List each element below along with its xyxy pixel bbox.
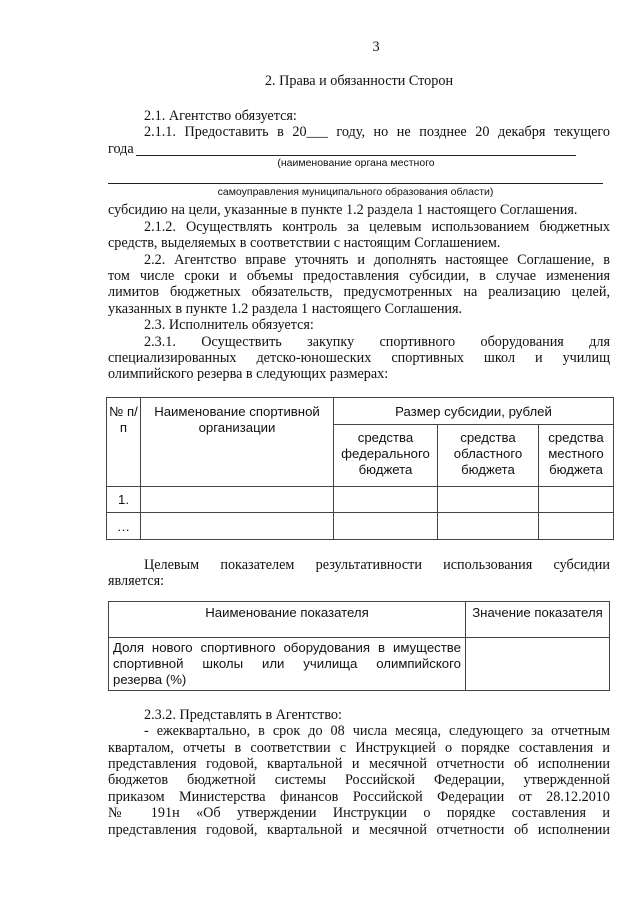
paragraph-quarterly-line3: представления годовой, квартальной и месячной отчетности об исполнении (108, 756, 610, 772)
paragraph-quarterly-line5: приказом Министерства финансов Российской Федерации от 28.12.2010 (108, 789, 610, 805)
indicator-name-line3: резерва (%) (113, 672, 187, 687)
header-regional: средства областного бюджета (438, 425, 539, 487)
paragraph-quarterly-line4: бюджетов бюджетной системы Российской Федерации, утвержденной (108, 772, 610, 788)
page-number: 3 (372, 39, 380, 55)
blank-line-selfgov (108, 183, 603, 184)
row-local-cell (539, 513, 614, 540)
paragraph-2-2-line4: указанных в пункте 1.2 раздела 1 настоящего Соглашения. (108, 301, 463, 317)
indicator-name-cell (109, 638, 466, 691)
caption-selfgov: самоуправления муниципального образования области) (217, 186, 494, 198)
paragraph-2-3-2: 2.3.2. Представлять в Агентство: (144, 707, 342, 723)
indicator-table (108, 601, 610, 691)
row-org-cell (141, 487, 334, 513)
row-regional-cell (438, 487, 539, 513)
header-federal: средства федерального бюджета (334, 425, 438, 487)
row-local-cell (539, 487, 614, 513)
header-size: Размер субсидии, рублей (334, 398, 614, 425)
subsidy-table (106, 397, 614, 540)
paragraph-indicator-line2: является: (108, 573, 165, 589)
blank-line-organ (136, 155, 576, 156)
paragraph-quarterly-line6: № 191н «Об утверждении Инструкции о порядке составления и (108, 805, 610, 821)
paragraph-2-1-1: 2.1.1. Предоставить в 20___ году, но не позднее 20 декабря текущего (144, 124, 610, 140)
row-regional-cell (438, 513, 539, 540)
row-num: 1. (107, 487, 141, 513)
paragraph-2-3: 2.3. Исполнитель обязуется: (144, 317, 314, 333)
header-indicator-name: Наименование показателя (109, 602, 466, 638)
paragraph-2-1: 2.1. Агентство обязуется: (144, 108, 297, 124)
paragraph-2-3-1-line3: олимпийского резерва в следующих размерах: (108, 366, 389, 382)
paragraph-2-3-1-line2: специализированных детско-юношеских спортивных школ и училищ (108, 350, 610, 366)
paragraph-2-1-1-end: субсидию на цели, указанные в пункте 1.2 раздела 1 настоящего Соглашения. (108, 202, 578, 218)
table-row (107, 487, 614, 513)
header-local: средства местного бюджета (539, 425, 614, 487)
table-row (107, 513, 614, 540)
paragraph-2-2-line1: 2.2. Агентство вправе уточнять и дополнять настоящее Соглашение, в (144, 252, 610, 268)
row-federal-cell (334, 513, 438, 540)
indicator-name-line1: Доля нового спортивного оборудования в имуществе (113, 640, 461, 655)
header-org: Наименование спортивной организации (141, 398, 334, 487)
paragraph-quarterly-line7: представления годовой, квартальной и месячной отчетности об исполнении (108, 822, 610, 838)
indicator-value-cell (466, 638, 610, 691)
paragraph-2-1-1-year-prefix: года (108, 141, 134, 157)
paragraph-quarterly-line2: кварталом, отчеты в соответствии с Инструкцией о порядке составления и (108, 740, 610, 756)
paragraph-2-3-1-line1: 2.3.1. Осуществить закупку спортивного оборудования для (144, 334, 610, 350)
paragraph-indicator-line1: Целевым показателем результативности использования субсидии (144, 557, 610, 573)
table-row (109, 638, 610, 691)
section-title: 2. Права и обязанности Сторон (264, 73, 454, 89)
header-indicator-value: Значение показателя (466, 602, 610, 638)
caption-organ: (наименование органа местного (277, 157, 435, 169)
paragraph-2-2-line2: том числе сроки и объемы предоставления субсидии, в случае изменения (108, 268, 610, 284)
paragraph-quarterly-line1: - ежеквартально, в срок до 08 числа месяца, следующего за отчетным (144, 723, 610, 739)
indicator-name-line2: спортивной школы или училища олимпийского (113, 656, 461, 671)
paragraph-2-1-2-line1: 2.1.2. Осуществлять контроль за целевым использованием бюджетных (144, 219, 610, 235)
paragraph-2-1-2-line2: средств, выделяемых в соответствии с настоящим Соглашением. (108, 235, 501, 251)
paragraph-2-2-line3: лимитов бюджетных обязательств, предусмотренных на реализацию целей, (108, 284, 610, 300)
row-federal-cell (334, 487, 438, 513)
row-org-cell (141, 513, 334, 540)
row-num: … (107, 513, 141, 540)
header-num: № п/п (107, 398, 141, 487)
